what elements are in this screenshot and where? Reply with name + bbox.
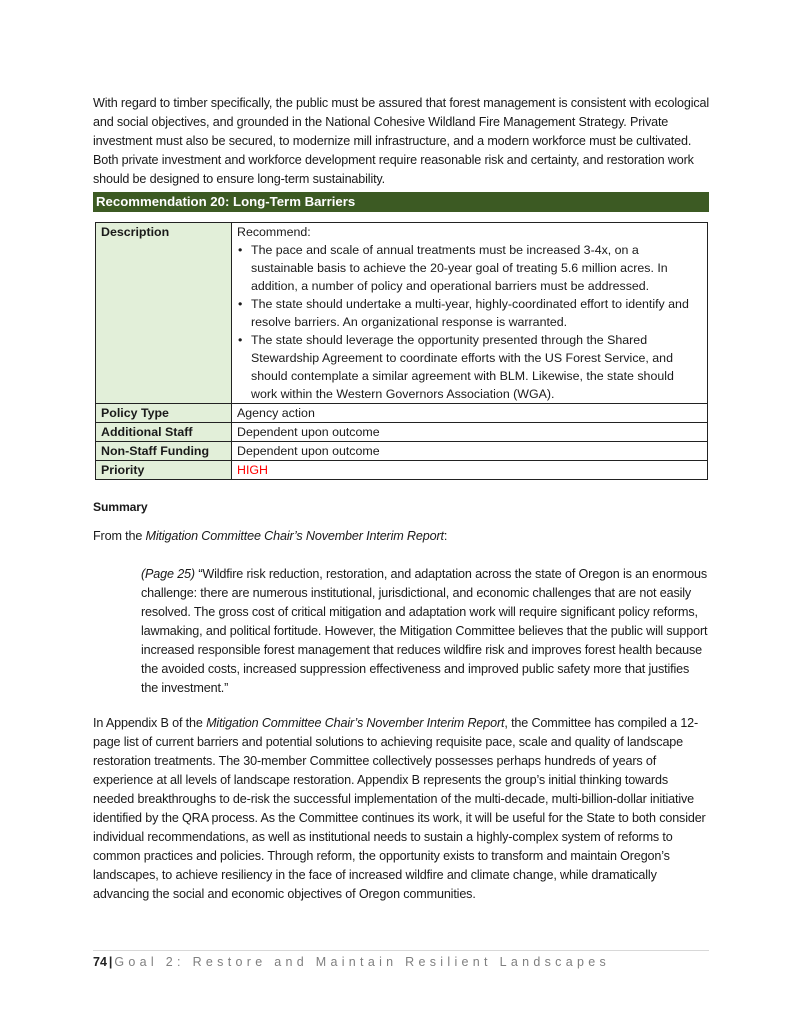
page-number: 74 [93,955,107,969]
table-row-policy-type [96,404,708,423]
row-label: Non-Staff Funding [96,442,232,461]
bullet-item: • The state should undertake a multi-year, highly-coordinated effort to identify and resolve barriers. An organizational response is warranted. [251,295,702,331]
recommendation-table [95,222,708,480]
from-prefix: From the [93,529,146,543]
recommendation-title: Recommendation 20: Long-Term Barriers [93,192,709,212]
report-title: Mitigation Committee Chair’s November Interim Report [145,529,444,543]
from-line [93,527,709,546]
footer-section-title: Goal 2: Restore and Maintain Resilient Landscapes [114,955,610,969]
bullet-item: • The state should leverage the opportunity presented through the Shared Stewardship Agreement to coordinate efforts with the US Forest Service, and should contemplate a similar agreement with BLM. Likewise, the state should work within the Western Governors Association (WGA). [251,331,702,403]
priority-value: HIGH [232,461,708,480]
row-label: Priority [96,461,232,480]
row-label: Description [96,223,232,404]
table-row-description [96,223,708,404]
from-suffix: : [443,529,448,543]
intro-paragraph: With regard to timber specifically, the public must be assured that forest management is consistent with ecological and social objectives, and grounded in the National Cohesive Wildland Fire Management Strategy. Private investment must also be secured, to modernize mill infrastructure, and a modern workforce must be cultivated. Both private investment and workforce development require reasonable risk and certainty, and restoration work should be designed to ensure long-term sustainability. [93,96,709,186]
row-label: Additional Staff [96,423,232,442]
bullet-item: • The pace and scale of annual treatments must be increased 3-4x, on a sustainable basis to achieve the 20-year goal of treating 5.6 million acres. In addition, a number of policy and operational barriers must be addressed. [251,241,702,295]
footer-separator: | [108,955,113,969]
page-footer [93,950,709,969]
table-row-priority [96,461,708,480]
description-bullets [237,241,702,403]
table-row-additional-staff [96,423,708,442]
description-lead: Recommend: [237,225,311,239]
block-quote [141,565,709,698]
appendix-prefix: In Appendix B of the [93,716,207,730]
summary-heading: Summary [93,500,148,514]
page-body [93,94,709,904]
row-value: Dependent upon outcome [232,442,708,461]
quote-citation: (Page 25) [141,567,195,581]
row-value: Dependent upon outcome [232,423,708,442]
row-value [232,223,708,404]
row-label: Policy Type [96,404,232,423]
row-value: Agency action [232,404,708,423]
quote-text: “Wildfire risk reduction, restoration, and adaptation across the state of Oregon is an enormous challenge: there are numerous institutional, jurisdictional, and economic challenges that are not easily resolved. The gross cost of critical mitigation and adaptation work will require significant policy reforms, lawmaking, and political fortitude. However, the Mitigation Committee believes that the public will support increased responsible forest management that reduces wildfire risk and improves forest health because the avoided costs, increased suppression effectiveness and improved public safety more that justifies the investment.” [141,567,708,695]
table-row-non-staff-funding [96,442,708,461]
appendix-text: , the Committee has compiled a 12-page list of current barriers and potential solutions to achieving requisite pace, scale and quality of landscape restoration treatments. The 30-member Committee collectively possesses perhaps hundreds of years of experience at all levels of landscape restoration. Appendix B represents the group’s initial thinking towards needed breakthroughs to de-risk the successful implementation of the multi-decade, multi-billion-dollar initiative identified by the QRA process. As the Committee continues its work, it will be useful for the State to both consider individual recommendations, as well as institutional needs to sustain a highly-complex system of reforms to common practices and policies. Through reform, the opportunity exists to transform and maintain Oregon’s landscapes, to achieve resiliency in the face of increased wildfire and climate change, while dramatically advancing the social and economic objectives of Oregon communities. [93,716,706,901]
appendix-paragraph [93,714,709,904]
report-title: Mitigation Committee Chair’s November Interim Report [206,716,505,730]
